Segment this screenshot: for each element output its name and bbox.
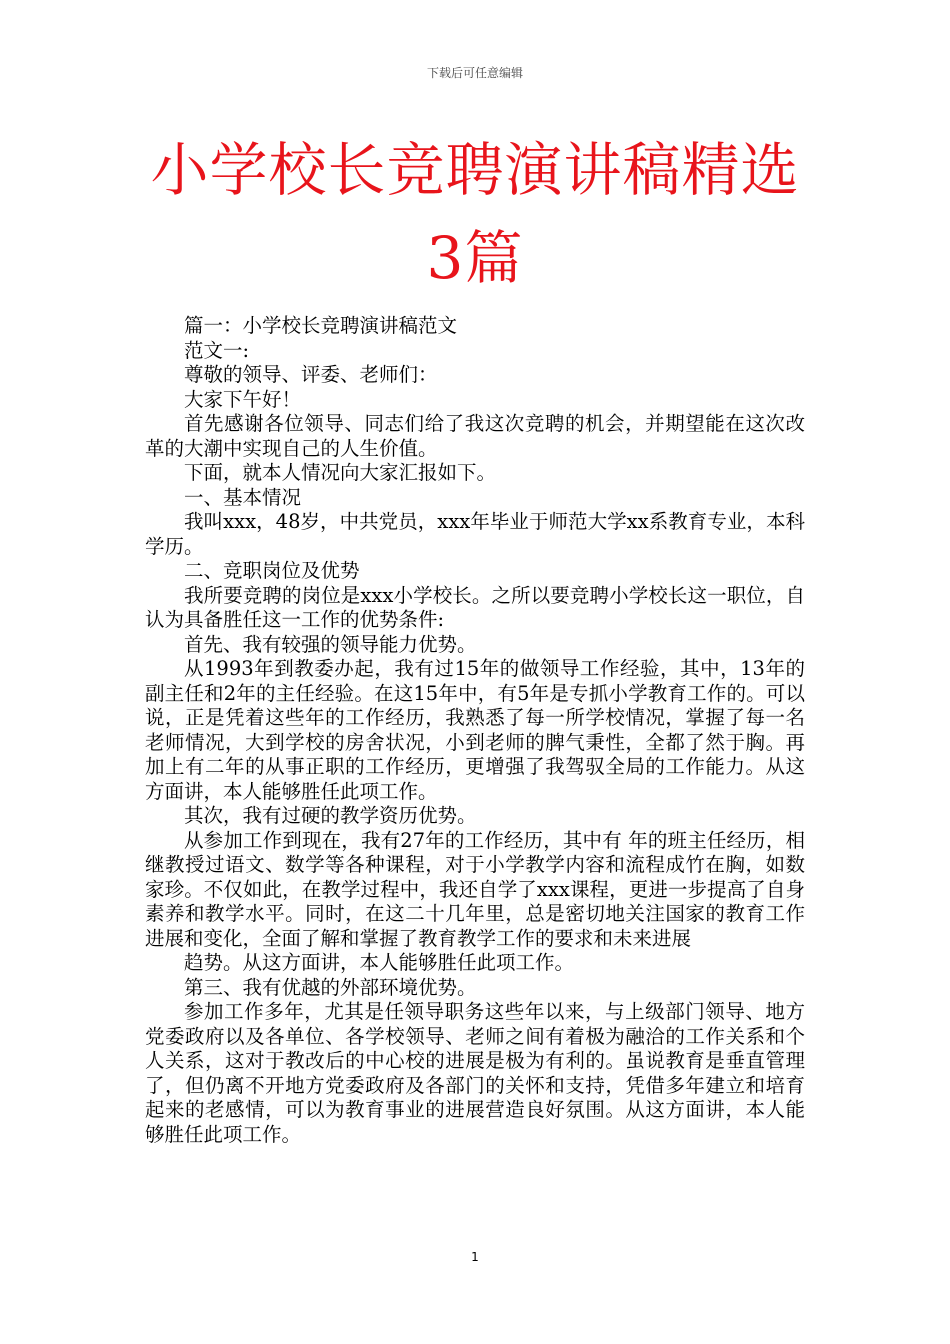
section-heading: 二、竞职岗位及优势	[184, 559, 360, 582]
paragraph: 首先感谢各位领导、同志们给了我这次竞聘的机会，并期望能在这次改革的大潮中实现自己的人生价值。	[145, 412, 805, 460]
page-number: 1	[471, 1250, 479, 1264]
paragraph: 从参加工作到现在，我有27年的工作经历，其中有 年的班主任经历，相继教授过语文、数学等各种课程，对于小学教学内容和流程成竹在胸，如数家珍。不仅如此，在教学过程中，我还自学了xxx课程，更进一步提高了自身素养和教学水平。同时，在这二十几年里，总是密切地关注国家的教育工作进展和变化，全面了解和掌握了教育教学工作的要求和未来进展	[145, 828, 805, 950]
paragraph: 首先、我有较强的领导能力优势。	[184, 632, 477, 656]
paragraph: 其次，我有过硬的教学资历优势。	[184, 804, 477, 827]
document-title	[100, 126, 850, 302]
paragraph: 大家下午好！	[184, 387, 302, 411]
paragraph: 下面，就本人情况向大家汇报如下。	[184, 461, 497, 484]
document-title-line-2: 3篇	[426, 224, 524, 292]
document-title-line-1: 小学校长竞聘演讲稿精选	[150, 136, 800, 204]
paragraph: 趋势。从这方面讲，本人能够胜任此项工作。	[184, 951, 575, 974]
page-header-note: 下载后可任意编辑	[426, 66, 523, 80]
paragraph: 范文一:	[184, 338, 250, 362]
section-heading: 一、基本情况	[184, 485, 302, 509]
paragraph: 从1993年到教委办起，我有过15年的做领导工作经验，其中，13年的副主任和2年的主任经验。在这15年中，有5年是专抓小学教育工作的。可以说，正是凭着这些年的工作经历，我熟悉了每一所学校情况，掌握了每一名老师情况，大到学校的房舍状况，小到老师的脾气秉性，全都了然于胸。再加上有二年的从事正职的工作经历，更增强了我驾驭全局的工作能力。从这方面讲，本人能够胜任此项工作。	[145, 657, 805, 803]
paragraph: 参加工作多年，尤其是任领导职务这些年以来，与上级部门领导、地方党委政府以及各单位、各学校领导、老师之间有着极为融洽的工作关系和个人关系，这对于教改后的中心校的进展是极为有利的。虽说教育是垂直管理了，但仍离不开地方党委政府及各部门的关怀和支持，凭借多年建立和培育起来的老感情，可以为教育事业的进展营造良好氛围。从这方面讲，本人能够胜任此项工作。	[145, 1000, 805, 1146]
paragraph: 尊敬的领导、评委、老师们：	[184, 363, 438, 386]
paragraph: 我叫xxx，48岁，中共党员，xxx年毕业于师范大学xx系教育专业，本科学历。	[145, 510, 805, 558]
paragraph: 篇一：小学校长竞聘演讲稿范文	[184, 314, 458, 337]
paragraph: 第三、我有优越的外部环境优势。	[184, 975, 477, 999]
document-body	[145, 314, 805, 1147]
paragraph: 我所要竞聘的岗位是xxx小学校长。之所以要竞聘小学校长这一职位，自认为具备胜任这一工作的优势条件:	[145, 583, 805, 631]
